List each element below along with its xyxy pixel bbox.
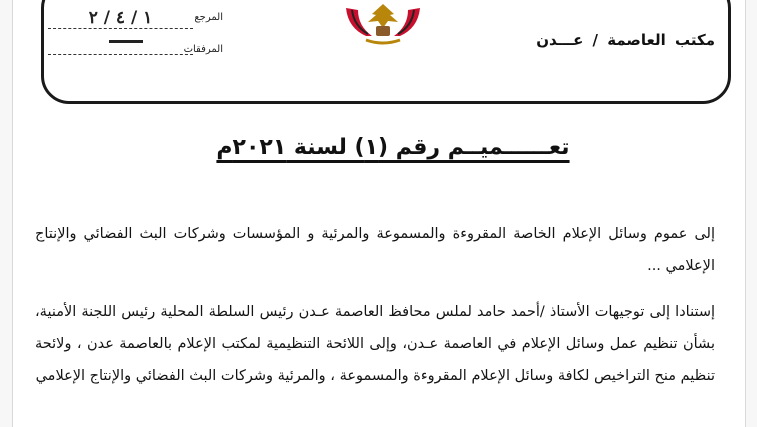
emblem-eagle [368, 4, 398, 28]
addressee-paragraph: إلى عموم وسائل الإعلام الخاصة المقروءة والمسموعة والمرئية و المؤسسات وشركات البث الفضائي والإنتاج الإعلامي ... [35, 226, 715, 274]
reference-label: المرجع [194, 12, 223, 23]
document-photo [12, 0, 746, 427]
body-paragraph: إستنادا إلى توجيهات الأستاذ /أحمد حامد لملس محافظ العاصمة عـدن رئيس السلطة المحلية رئيس اللجنة الأمنية، بشأن تنظيم عمل وسائل الإعلام في العاصمة عـدن، وإلى اللائحة التنظيمية لمكتب الإعلام بالعاصمة عدن ، ولائحة تنظيم منح التراخيص لكافة وسائل الإعلام المقروءة والمسموعة ، والمرئية وشركات البث الفضائي والإنتاج الإعلامي [35, 304, 715, 384]
emblem-ribbon [366, 40, 400, 43]
emblem-icon [338, 2, 428, 46]
office-name: مكتب العاصمة / عـــدن [536, 31, 715, 49]
attachments-mark [109, 40, 143, 43]
emblem-flag-right [394, 8, 420, 36]
emblem-flag-left [346, 8, 372, 36]
attachments-line [48, 54, 193, 55]
reference-value: ١ / ٤ / ٢ [48, 8, 193, 29]
attachments-label: المرفقات [183, 44, 223, 55]
emblem-shield [376, 26, 390, 36]
circular-title: تعــــــميــم رقم (١) لسنة ٢٠٢١م [216, 135, 570, 160]
